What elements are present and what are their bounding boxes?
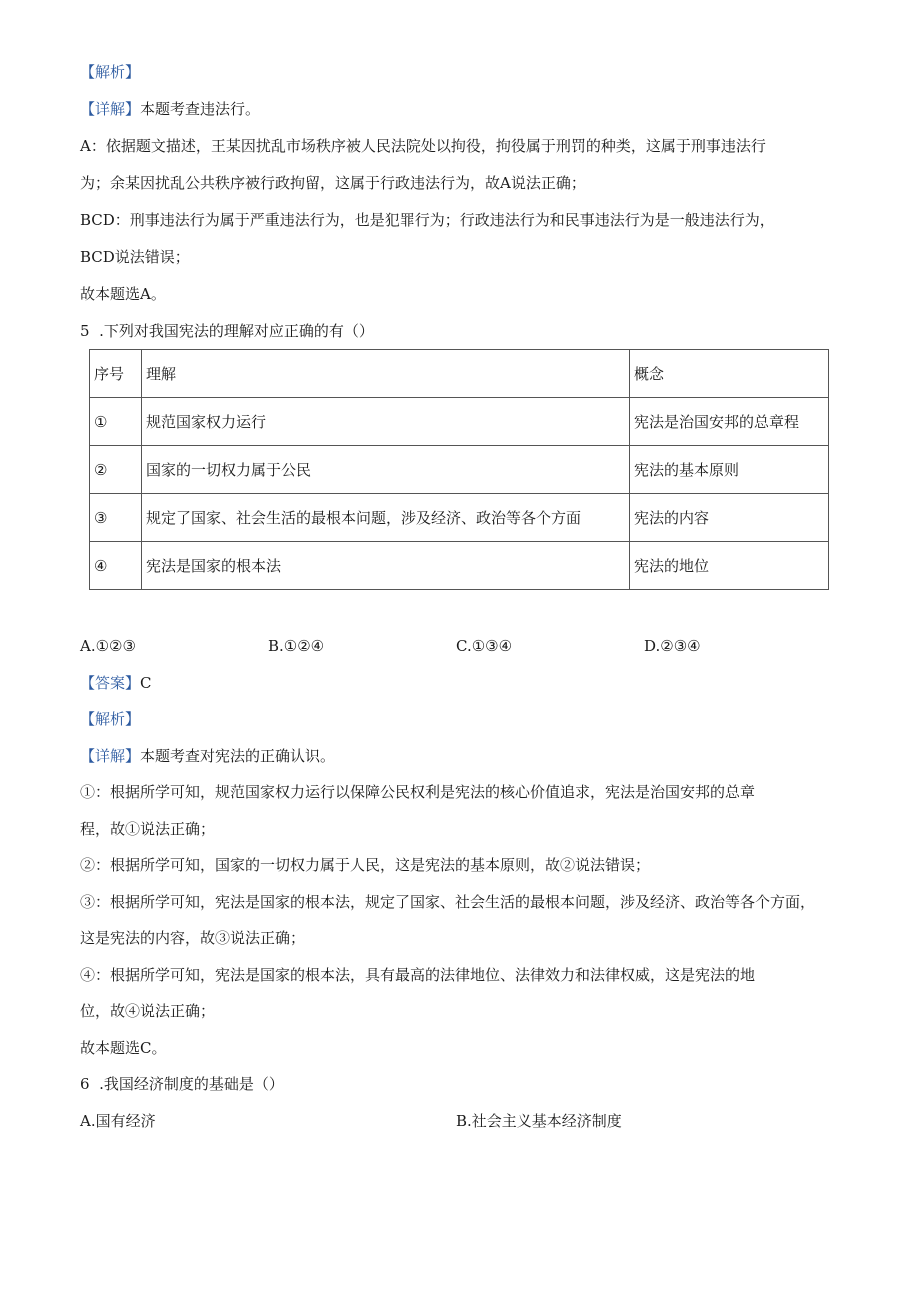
table-cell: 宪法的基本原则	[630, 446, 829, 494]
table-cell: 规范国家权力运行	[142, 398, 630, 446]
table-cell: ①	[90, 398, 142, 446]
conclusion-2: 故本题选C。	[80, 1039, 167, 1057]
explanation-3b: 这是宪法的内容，故③说法正确；	[80, 929, 306, 947]
detail-tag: 【详解】	[80, 100, 141, 118]
table-row	[90, 398, 829, 446]
explanation-bcd-line-1: BCD：刑事违法行为属于严重违法行为，也是犯罪行为；行政违法行为和民事违法行为是一般违法行为，	[80, 211, 775, 229]
answer-value: C	[140, 674, 152, 692]
analysis-header-2: 【解析】	[80, 710, 141, 728]
explanation-3a: ③：根据所学可知，宪法是国家的根本法，规定了国家、社会生活的最根本问题，涉及经济、政治等各个方面，	[80, 893, 816, 911]
table-cell: ②	[90, 446, 142, 494]
header-cell: 序号	[90, 350, 142, 398]
detail-tag: 【详解】	[80, 747, 141, 765]
table-cell: 宪法的内容	[630, 494, 829, 542]
header-cell: 概念	[630, 350, 829, 398]
answer-line	[80, 673, 152, 693]
analysis-header-1: 【解析】	[80, 63, 141, 81]
explanation-1a: ①：根据所学可知，规范国家权力运行以保障公民权利是宪法的核心价值追求，宪法是治国安邦的总章	[80, 783, 756, 801]
detail-line-2	[80, 746, 335, 766]
explanation-4b: 位，故④说法正确；	[80, 1002, 216, 1020]
table-row	[90, 542, 829, 590]
table-row	[90, 446, 829, 494]
detail-line-1	[80, 99, 260, 119]
detail-text: 本题考查对宪法的正确认识。	[140, 747, 336, 765]
table-cell: 规定了国家、社会生活的最根本问题，涉及经济、政治等各个方面	[142, 494, 630, 542]
table-cell: ③	[90, 494, 142, 542]
question-5-stem: 5 .下列对我国宪法的理解对应正确的有（）	[80, 322, 374, 340]
explanation-bcd-line-2: BCD说法错误；	[80, 248, 190, 266]
table-cell: 国家的一切权力属于公民	[142, 446, 630, 494]
option-d: D.②③④	[644, 637, 701, 655]
explanation-a-line-1: A：依据题文描述，王某因扰乱市场秩序被人民法院处以拘役，拘役属于刑罚的种类，这属于刑事违法行	[80, 137, 766, 155]
table-cell: 宪法是国家的根本法	[142, 542, 630, 590]
table-row	[90, 494, 829, 542]
option-a: A.①②③	[80, 637, 136, 655]
conclusion-1: 故本题选A。	[80, 285, 166, 303]
option-c: C.①③④	[456, 637, 513, 655]
header-cell: 理解	[142, 350, 630, 398]
explanation-4a: ④：根据所学可知，宪法是国家的根本法，具有最高的法律地位、法律效力和法律权威，这是宪法的地	[80, 966, 756, 984]
table-cell: 宪法是治国安邦的总章程	[630, 398, 829, 446]
q6-option-b: B.社会主义基本经济制度	[456, 1112, 622, 1130]
detail-text: 本题考查违法行。	[140, 100, 261, 118]
option-b: B.①②④	[268, 637, 325, 655]
explanation-a-line-2: 为；余某因扰乱公共秩序被行政拘留，这属于行政违法行为，故A说法正确；	[80, 174, 586, 192]
explanation-2: ②：根据所学可知，国家的一切权力属于人民，这是宪法的基本原则，故②说法错误；	[80, 856, 651, 874]
table-cell: 宪法的地位	[630, 542, 829, 590]
table-cell: ④	[90, 542, 142, 590]
table-header-row	[90, 350, 829, 398]
question-6-stem: 6 .我国经济制度的基础是（）	[80, 1075, 284, 1093]
answer-tag: 【答案】	[80, 674, 141, 692]
explanation-1b: 程，故①说法正确；	[80, 820, 216, 838]
question-5-table	[89, 349, 829, 590]
q6-option-a: A.国有经济	[80, 1112, 156, 1130]
